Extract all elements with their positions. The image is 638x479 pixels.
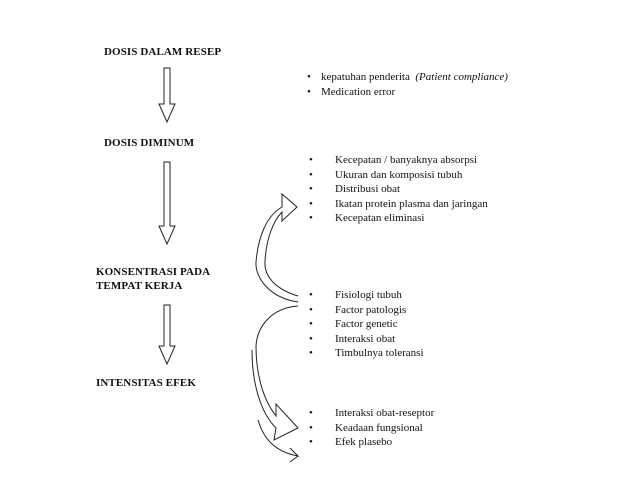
factor-item: • Timbulnya toleransi <box>307 346 424 361</box>
pharmacodynamic-factor-list <box>307 406 434 450</box>
compliance-factor-list <box>307 70 508 99</box>
factor-item: • Factor genetic <box>307 317 424 332</box>
compliance-item: • Medication error <box>307 85 508 100</box>
factor-item: • Kecepatan eliminasi <box>307 211 488 226</box>
factor-item: • Kecepatan / banyaknya absorpsi <box>307 153 488 168</box>
pharmacokinetic-factor-list <box>307 153 488 226</box>
factor-item: • Distribusi obat <box>307 182 488 197</box>
factor-item: • Keadaan fungsional <box>307 421 434 436</box>
stage-konsentrasi-line1: KONSENTRASI PADA <box>96 266 211 278</box>
compliance-item: • kepatuhan penderita (Patient compliance) <box>307 70 508 85</box>
factor-item: • Interaksi obat-reseptor <box>307 406 434 421</box>
stage-konsentrasi-line2: TEMPAT KERJA <box>96 280 183 292</box>
curved-arrow-lower <box>252 306 298 440</box>
curved-arrow-upper <box>256 194 298 302</box>
factor-item: • Ikatan protein plasma dan jaringan <box>307 197 488 212</box>
down-arrow-3 <box>159 305 175 364</box>
physiological-factor-list <box>307 288 424 361</box>
factor-item: • Efek plasebo <box>307 435 434 450</box>
factor-item: • Ukuran dan komposisi tubuh <box>307 168 488 183</box>
stage-dosis-dalam-resep: DOSIS DALAM RESEP <box>104 46 222 58</box>
curved-arrow-bottom <box>258 420 298 462</box>
factor-item: • Factor patologis <box>307 303 424 318</box>
factor-item: • Interaksi obat <box>307 332 424 347</box>
stage-intensitas-efek: INTENSITAS EFEK <box>96 377 197 389</box>
down-arrow-1 <box>159 68 175 122</box>
down-arrow-2 <box>159 162 175 244</box>
stage-dosis-diminum: DOSIS DIMINUM <box>104 137 195 149</box>
factor-item: • Fisiologi tubuh <box>307 288 424 303</box>
